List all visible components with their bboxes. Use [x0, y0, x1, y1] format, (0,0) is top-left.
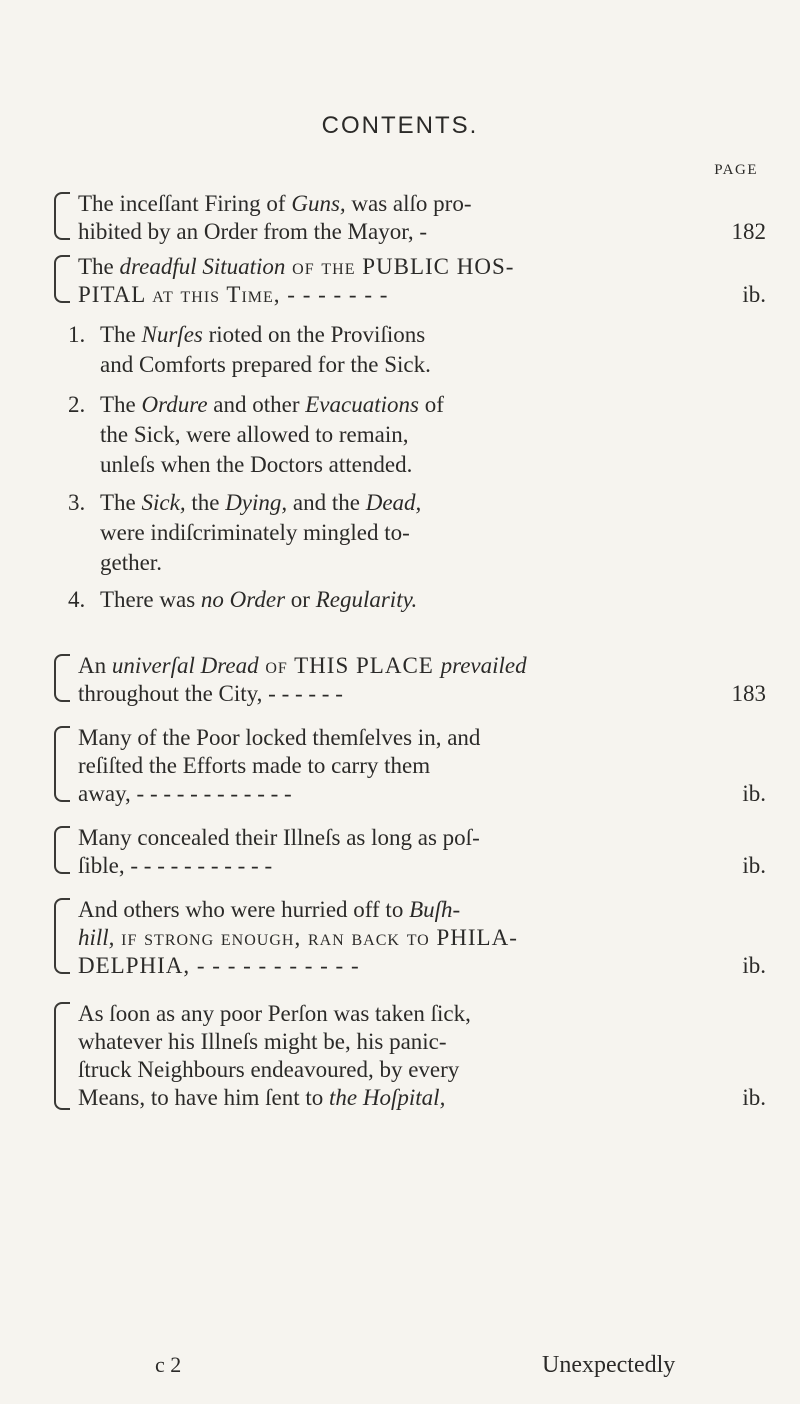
brace-mark — [54, 898, 70, 974]
page-number: 182 — [731, 219, 766, 244]
sub-item: 2. The Ordure and other Evacuations of the Sick, were allowed to remain, unleſs when the Doctors attended. — [68, 392, 444, 477]
page-number: ib. — [742, 781, 766, 806]
brace-mark — [54, 654, 70, 702]
page-number: ib. — [742, 282, 766, 307]
brace-mark — [54, 255, 70, 303]
running-head: CONTENTS. — [321, 112, 479, 139]
brace-mark — [54, 192, 70, 240]
sub-item: 3. The Sick, the Dying, and the Dead, were indiſcriminately mingled to- gether. — [68, 490, 422, 575]
page-number: ib. — [742, 1085, 766, 1110]
toc-entry: And others who were hurried off to Buſh- hill, if ſtrong enough, ran back to PHILA- DELPHIA, - - - - - - - - - - - ib. — [60, 896, 766, 980]
page-number: ib. — [742, 853, 766, 878]
toc-entry: Many concealed their Illneſs as long as poſ- ſible, - - - - - - - - - - - ib. — [60, 824, 766, 880]
brace-mark — [54, 1002, 70, 1110]
toc-entry: As ſoon as any poor Perſon was taken ſick, whatever his Illneſs might be, his panic- ſtruck Neighbours endeavoured, by every Means, to have him ſent to the Hoſpital, ib. — [60, 1000, 766, 1112]
toc-entry: The inceſſant Firing of Guns, was alſo pro- hibited by an Order from the Mayor, - 182 — [60, 190, 766, 246]
sub-item: 4. There was no Order or Regularity. — [68, 587, 418, 612]
brace-mark — [54, 826, 70, 874]
page-label: PAGE — [714, 162, 758, 178]
page-number: ib. — [742, 953, 766, 978]
signature-mark: c 2 — [155, 1352, 182, 1377]
page-number: 183 — [731, 681, 766, 706]
catchword: Unexpectedly — [542, 1352, 676, 1378]
toc-entry: Many of the Poor locked themſelves in, and reſiſted the Efforts made to carry them away, - - - - - - - - - - - - ib. — [60, 724, 766, 808]
brace-mark — [54, 726, 70, 802]
toc-entry: An univerſal Dread of THIS PLACE prevailed throughout the City, - - - - - - 183 — [60, 652, 766, 708]
toc-entry: The dreadful Situation of the PUBLIC HOS- PITAL at this Time, - - - - - - - ib. — [60, 253, 766, 309]
sub-item: 1. The Nurſes rioted on the Proviſions and Comforts prepared for the Sick. — [68, 322, 431, 377]
